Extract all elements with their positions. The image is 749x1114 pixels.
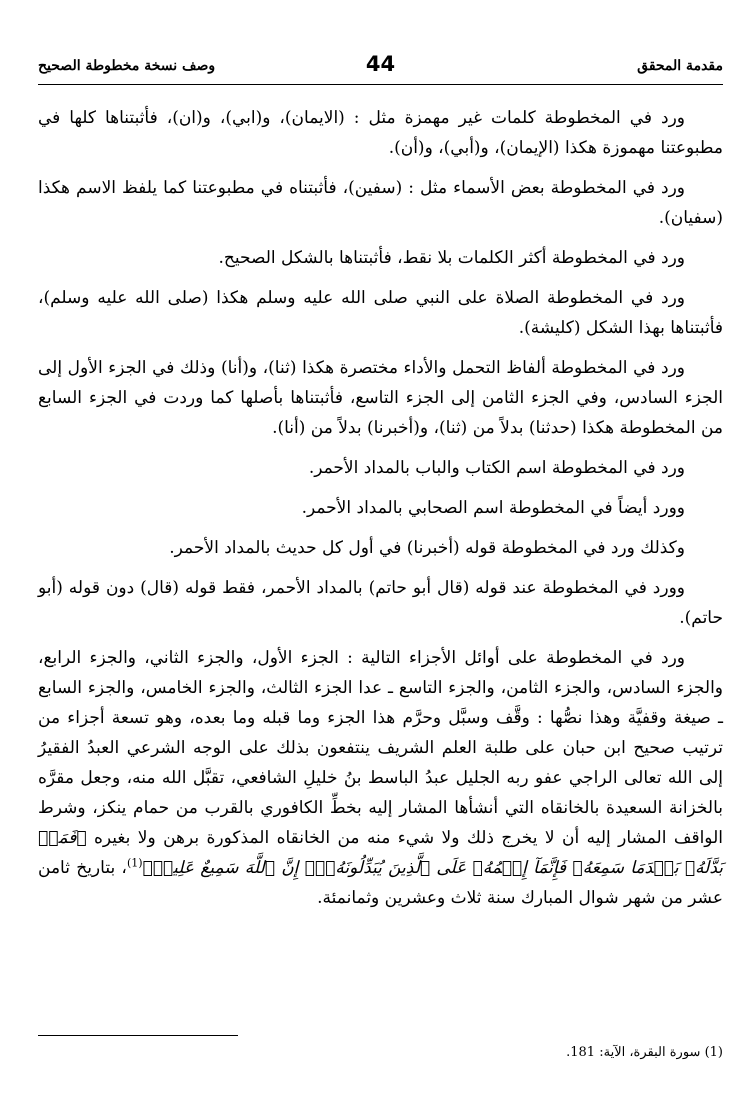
header-chapter-title: مقدمة المحقق — [637, 58, 723, 74]
paragraph: ورد في المخطوطة بعض الأسماء مثل : (سفين)، فأثبتناه في مطبوعتنا كما يلفظ الاسم هكذا (سفيان). — [38, 178, 723, 228]
footnote: (1) سورة البقرة، الآية: 181. — [566, 1045, 723, 1060]
header-section-title: وصف نسخة مخطوطة الصحيح — [38, 58, 216, 74]
paragraph: وورد أيضاً في المخطوطة اسم الصحابي بالمداد الأحمر. — [301, 498, 685, 518]
quran-verse: ﴿فَمَنۢ بَدَّلَهُۥ بَعۡدَمَا سَمِعَهُۥ فَإِنَّمَآ إِثۡمُهُۥ عَلَى ٱلَّذِينَ يُبَدِّلُونَهُۥٓۚ إِنَّ ٱللَّهَ سَمِيعٌ عَلِيمٞ﴾ — [38, 828, 724, 878]
paragraph: ورد في المخطوطة اسم الكتاب والباب بالمداد الأحمر. — [308, 458, 685, 478]
paragraph: وكذلك ورد في المخطوطة قوله (أخبرنا) في أول كل حديث بالمداد الأحمر. — [169, 538, 685, 558]
book-page — [38, 52, 723, 923]
endowment-paragraph — [38, 643, 723, 913]
endowment-date-text: ، بتاريخ ثامن عشر من شهر شوال المبارك سنة ثلاث وعشرين وثمانمئة. — [38, 858, 723, 908]
page-number: 44 — [365, 52, 396, 76]
running-header — [38, 52, 723, 85]
page-body — [38, 103, 723, 913]
paragraph: ورد في المخطوطة أكثر الكلمات بلا نقط، فأثبتناها بالشكل الصحيح. — [218, 248, 685, 268]
paragraph: وورد في المخطوطة عند قوله (قال أبو حاتم) بالمداد الأحمر، فقط قوله (قال) دون قوله (أبو حاتم). — [38, 578, 723, 628]
paragraph: ورد في المخطوطة الصلاة على النبي صلى الله عليه وسلم هكذا (صلى الله عليه وسلم)، فأثبتناها بهذا الشكل (كليشة). — [38, 288, 723, 338]
paragraph: ورد في المخطوطة ألفاظ التحمل والأداء مختصرة هكذا (ثنا)، و(أنا) وذلك في الجزء الأول إلى الجزء السادس، وفي الجزء الثامن إلى الجزء التاسع، فأثبتناها بأصلها كما وردت في الجزء السابع من المخطوطة هكذا (حدثنا) بدلاً من (ثنا)، و(أخبرنا) بدلاً من (أنا). — [38, 358, 723, 438]
endowment-text: ورد في المخطوطة على أوائل الأجزاء التالية : الجزء الأول، والجزء الثاني، والجزء الرابع، والجزء السادس، والجزء الثامن، والجزء التاسع ـ عدا الجزء الثالث، والجزء الخامس، والجزء السابع ـ صيغة وقفيَّة وهذا نصُّها : وقَّف وسبَّل وحرَّم هذا الجزء وما قبله وما بعده، وهو تسعة أجزاء من ترتيب صحيح ابن حبان على طلبة العلم الشريف ينتفعون بذلك على الوجه الشرعي العبدُ الفقيرُ إلى الله تعالى الراجي عفو ربه الجليل عبدُ الباسط بنُ خليلِ الشافعي، تقبَّل الله منه، وجعل مقرَّه بالخزانة السعيدة بالخانقاه التي أنشأها المشار إليه بخطِّ الكافوري بالقرب من حمام ينكز، وشرط الواقف المشار إليه أن لا يخرج ذلك ولا شيء منه من الخانقاه المذكورة برهن ولا بغيره — [38, 648, 723, 848]
paragraph: ورد في المخطوطة كلمات غير مهمزة مثل : (الايمان)، و(ابي)، و(ان)، فأثبتناها كلها في مطبوعتنا مهموزة هكذا (الإيمان)، و(أبي)، و(أن). — [38, 108, 723, 158]
footnote-reference: (1) — [126, 856, 143, 870]
footnote-separator — [38, 1035, 238, 1036]
